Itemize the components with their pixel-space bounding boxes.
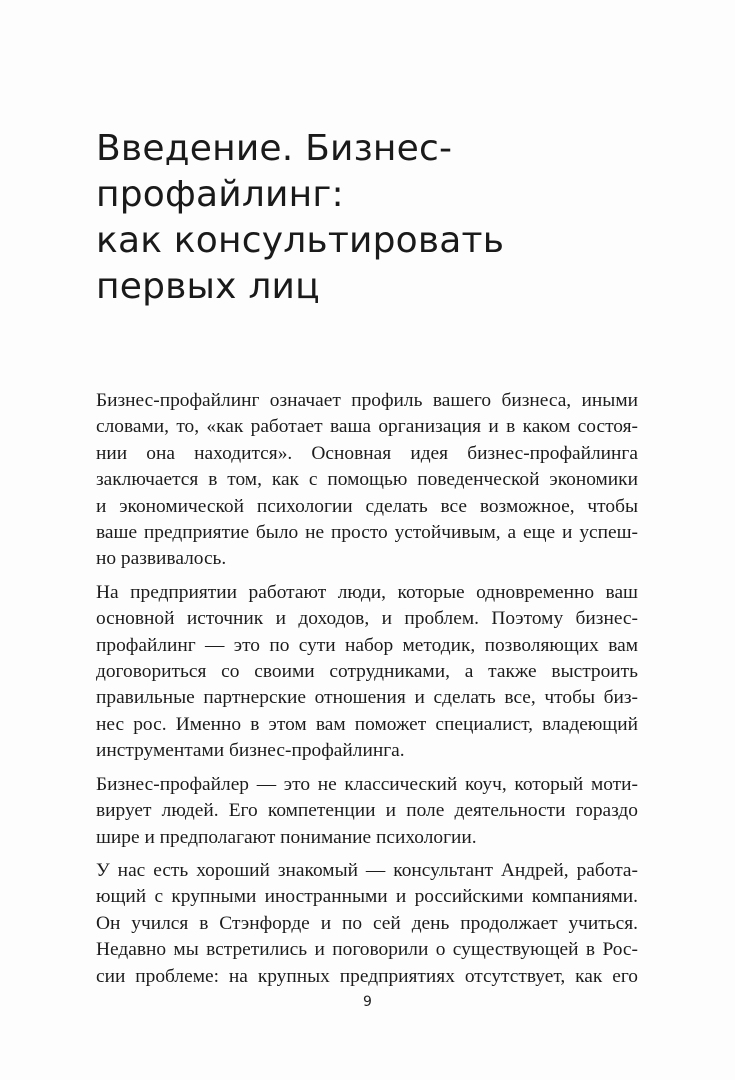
text-line: и экономической психологии сделать все возможное, чтобы (96, 495, 638, 517)
text-line: Бизнес-профайлер — это не классический коуч, который моти- (96, 773, 638, 795)
chapter-title (96, 126, 656, 310)
text-line: На предприятии работают люди, которые одновременно ваш (96, 581, 638, 603)
chapter-title-line: профайлинг: (96, 174, 344, 215)
text-line: У нас есть хороший знакомый — консультант Андрей, работа- (96, 859, 638, 881)
text-line: ющий с крупными иностранными и российскими компаниями. (96, 886, 638, 908)
text-line: основной источник и доходов, и проблем. Поэтому бизнес- (96, 608, 638, 630)
chapter-title-line: Введение. Бизнес- (96, 128, 453, 169)
text-line: профайлинг — это по сути набор методик, позволяющих вам (96, 634, 638, 656)
page-number: 9 (363, 994, 372, 1010)
text-line: словами, то, «как работает ваша организация и в каком состоя- (96, 416, 638, 438)
text-line: Он учился в Стэнфорде и по сей день продолжает учиться. (96, 912, 638, 934)
text-line: сии проблеме: на крупных предприятиях отсутствует, как его (96, 965, 638, 987)
paragraph-4 (96, 858, 638, 990)
text-line: заключается в том, как с помощью поведенческой экономики (96, 469, 638, 491)
body-text (96, 388, 638, 997)
chapter-title-line: как консультировать (96, 220, 505, 261)
text-line: нии она находится». Основная идея бизнес-профайлинга (96, 442, 638, 464)
text-line: нес рос. Именно в этом вам поможет специалист, владеющий (96, 713, 638, 735)
text-line: правильные партнерские отношения и сделать все, чтобы биз- (96, 687, 638, 709)
chapter-title-line: первых лиц (96, 266, 320, 307)
text-line: Бизнес-профайлинг означает профиль вашего бизнеса, иными (96, 390, 638, 411)
paragraph-2 (96, 580, 638, 765)
text-line: ваше предприятие было не просто устойчивым, а еще и успеш- (96, 522, 638, 544)
text-line: шире и предполагают понимание психологии. (96, 826, 477, 848)
text-line: договориться со своими сотрудниками, а также выстроить (96, 661, 638, 683)
paragraph-3 (96, 772, 638, 851)
text-line: Недавно мы встретились и поговорили о существующей в Рос- (96, 939, 638, 961)
paragraph-1 (96, 388, 638, 573)
text-line: но развивалось. (96, 548, 227, 570)
text-line: инструментами бизнес-профайлинга. (96, 740, 405, 762)
text-line: вирует людей. Его компетенции и поле деятельности гораздо (96, 800, 638, 822)
